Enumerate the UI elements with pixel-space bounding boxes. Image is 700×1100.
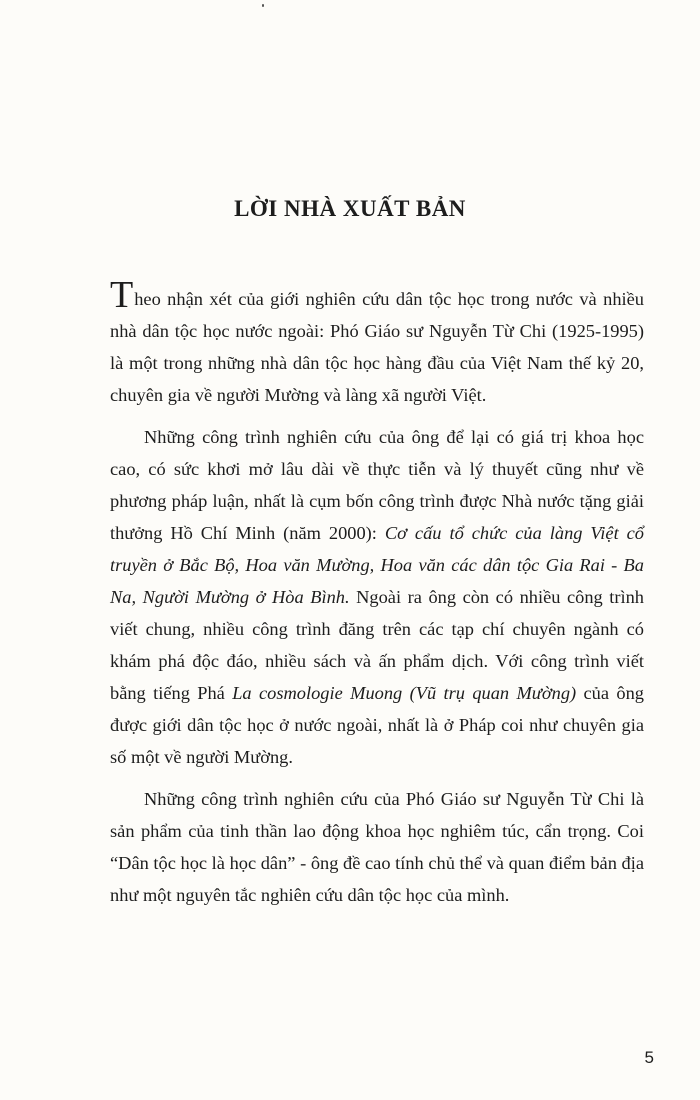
drop-cap: T — [110, 274, 134, 316]
page-number: 5 — [644, 1048, 654, 1067]
print-speck — [262, 4, 264, 7]
paragraph-3 — [110, 783, 644, 911]
paragraph-1-text: heo nhận xét của giới nghiên cứu dân tộc học trong nước và nhiều nhà dân tộc học nước ngoài: Phó Giáo sư Nguyễn Từ Chi (1925-1995) là một trong những nhà dân tộc học hàng đầu của Việt Nam thế kỷ 20, chuyên gia về người Mường và làng xã người Việt. — [110, 289, 644, 405]
paragraph-2-text-a: Những công trình nghiên cứu của ông để lại có giá trị khoa học cao, có sức khơi mở lâu dài về thực tiễn và lý thuyết cũng như về phương pháp luận, nhất là cụm bốn công trình được Nhà nước tặng giải thưởng Hồ Chí Minh (năm 2000): — [110, 427, 644, 543]
paragraph-2-text-c: của ông được giới dân tộc học ở nước ngoài, nhất là ở Pháp coi như chuyên gia số một về người Mường. — [110, 683, 644, 767]
paragraph-3-text: Những công trình nghiên cứu của Phó Giáo sư Nguyễn Từ Chi là sản phẩm của tinh thần lao động khoa học nghiêm túc, cẩn trọng. Coi “Dân tộc học là học dân” - ông đề cao tính chủ thể và quan điểm bản địa như một nguyên tắc nghiên cứu dân tộc học của mình. — [110, 789, 644, 905]
paragraph-1 — [110, 274, 644, 411]
body-text — [110, 274, 644, 921]
page-title: LỜI NHÀ XUẤT BẢN — [234, 196, 466, 221]
paragraph-2-works-list: Cơ cấu tổ chức của làng Việt cổ truyền ở Bắc Bộ, Hoa văn Mường, Hoa văn các dân tộc Gia Rai - Ba Na, Người Mường ở Hòa Bình. — [110, 523, 644, 607]
paragraph-2 — [110, 421, 644, 773]
paragraph-2-book-title: La cosmologie Muong (Vũ trụ quan Mường) — [224, 683, 577, 703]
paragraph-2-text-b: Ngoài ra ông còn có nhiều công trình viết chung, nhiều công trình đăng trên các tạp chí chuyên ngành có khám phá độc đáo, nhiều sách và ấn phẩm dịch. Với công trình viết bằng tiếng Phá — [110, 587, 644, 703]
